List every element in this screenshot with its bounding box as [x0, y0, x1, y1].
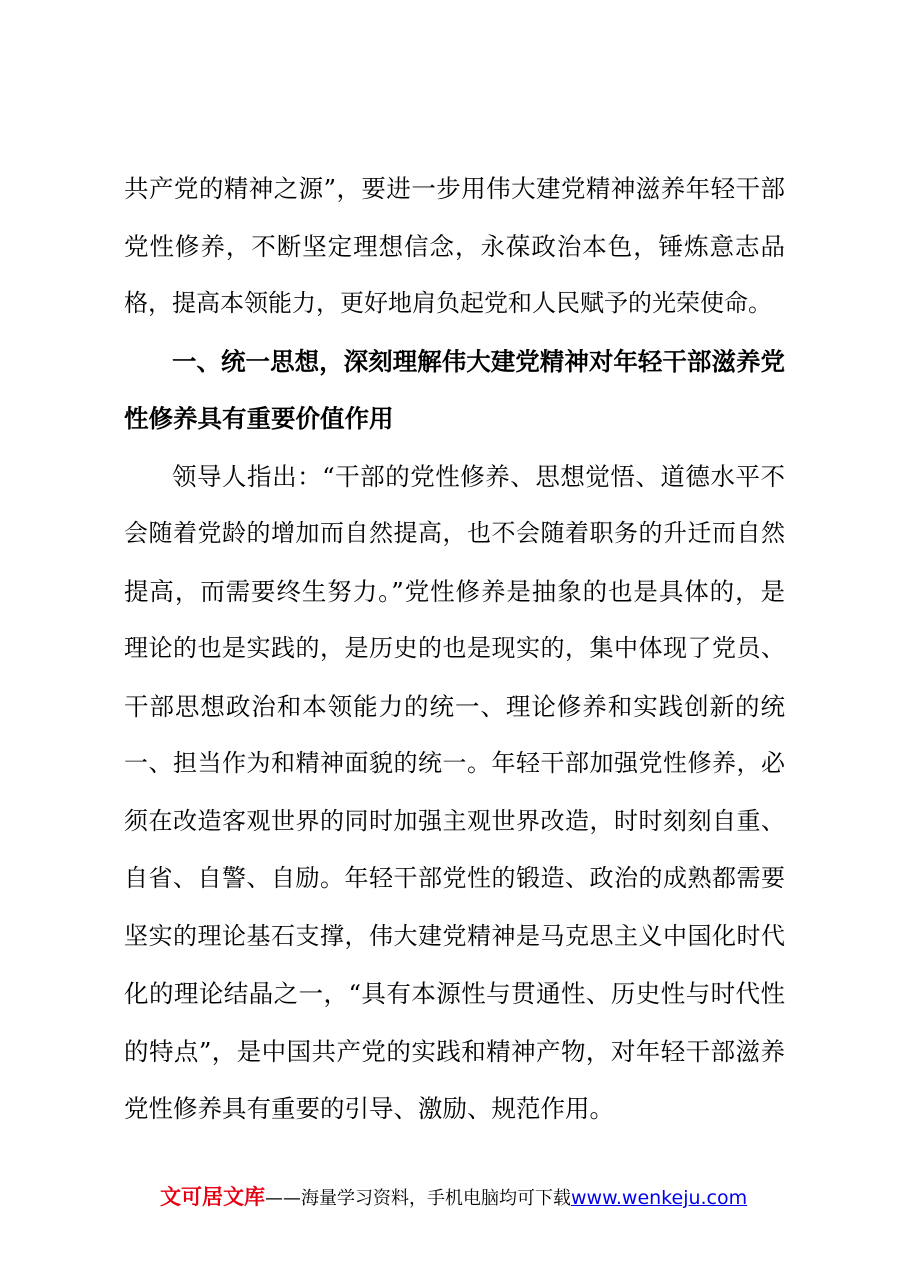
paragraph-line: 干部思想政治和本领能力的统一、理论修养和实践创新的统 [124, 691, 785, 721]
paragraph-line: 的特点”，是中国共产党的实践和精神产物，对年轻干部滋养 [124, 1036, 785, 1066]
paragraph-line: 一、担当作为和精神面貌的统一。年轻干部加强党性修养，必 [124, 749, 785, 777]
section-heading-line: 一、统一思想，深刻理解伟大建党精神对年轻干部滋养党 [172, 346, 785, 376]
section-heading-line: 性修养具有重要价值作用 [124, 404, 394, 433]
document-body [124, 160, 785, 1138]
page-footer [160, 1181, 800, 1213]
footer-tagline: ——海量学习资料，手机电脑均可下载 [265, 1188, 571, 1209]
paragraph-line: 共产党的精神之源”，要进一步用伟大建党精神滋养年轻干部 [124, 174, 785, 203]
paragraph-line: 坚实的理论基石支撑，伟大建党精神是马克思主义中国化时代 [124, 921, 785, 950]
paragraph-line: 须在改造客观世界的同时加强主观世界改造，时时刻刻自重、 [124, 806, 785, 835]
paragraph-line: 党性修养具有重要的引导、激励、规范作用。 [124, 1094, 614, 1123]
paragraph-line: 党性修养，不断坚定理想信念，永葆政治本色，锤炼意志品 [124, 231, 785, 261]
footer-brand: 文可居文库 [160, 1185, 265, 1209]
paragraph-line: 领导人指出：“干部的党性修养、思想觉悟、道德水平不 [172, 461, 785, 491]
footer-website-link[interactable]: www.wenkeju.com [571, 1187, 748, 1209]
paragraph-line: 理论的也是实践的，是历史的也是现实的，集中体现了党员、 [124, 634, 785, 662]
paragraph-line: 会随着党龄的增加而自然提高，也不会随着职务的升迁而自然 [124, 519, 785, 547]
paragraph-line: 提高，而需要终生努力。”党性修养是抽象的也是具体的，是 [124, 576, 785, 606]
paragraph-line: 化的理论结晶之一，“具有本源性与贯通性、历史性与时代性 [124, 979, 785, 1008]
paragraph-line: 自省、自警、自励。年轻干部党性的锻造、政治的成熟都需要 [124, 864, 785, 892]
paragraph-line: 格，提高本领能力，更好地肩负起党和人民赋予的光荣使命。 [124, 289, 772, 317]
